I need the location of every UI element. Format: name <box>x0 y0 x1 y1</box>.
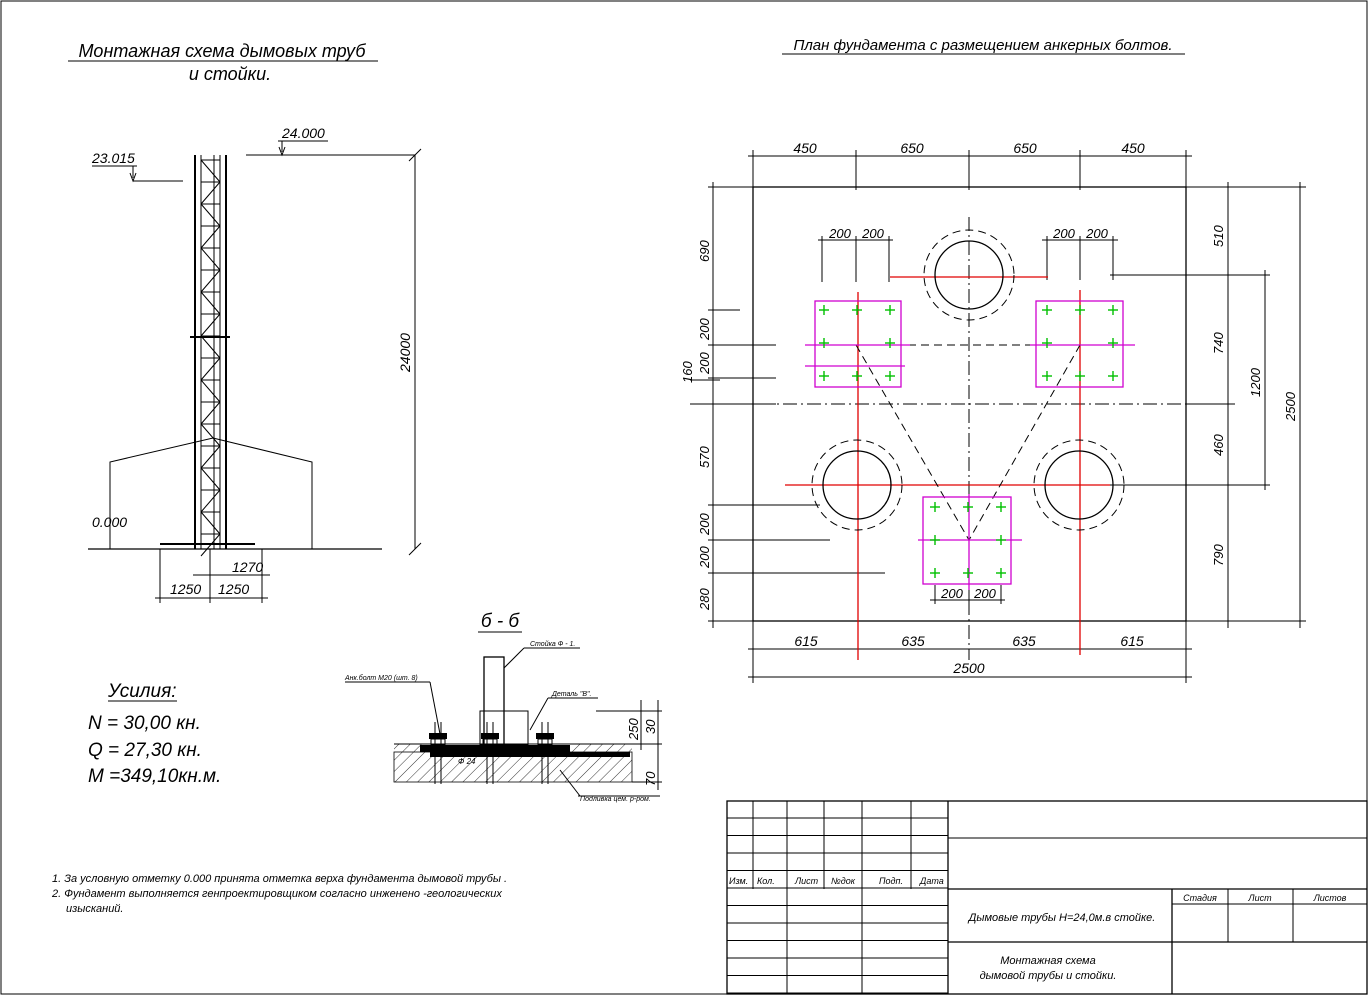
bottom-dim-3: 635 <box>1012 633 1036 649</box>
left-dim-200c: 200 <box>697 513 712 535</box>
tb-header-1: Кол. <box>757 876 775 886</box>
dim-1250-b: 1250 <box>218 581 250 597</box>
anchor-bolt-mark <box>885 371 895 381</box>
anchor-bolt-mark <box>885 305 895 315</box>
sub-dim-l1: 200 <box>829 226 851 241</box>
left-dim-200a: 200 <box>697 318 712 340</box>
left-title-line1: Монтажная схема дымовых труб <box>78 41 366 61</box>
sheet-border <box>1 1 1367 994</box>
anchor-bolt-mark <box>1075 305 1085 315</box>
left-dim-200b: 200 <box>697 352 712 374</box>
right-title: План фундамента с размещением анкерных болтов. <box>793 37 1173 54</box>
label-diameter: Ф 24 <box>458 757 476 766</box>
dim-250: 250 <box>626 718 641 740</box>
tb-stage-2: Листов <box>1313 893 1347 903</box>
top-dim-2: 650 <box>900 140 924 156</box>
dim-1270: 1270 <box>232 559 264 575</box>
force-m: M =349,10кн.м. <box>88 766 222 787</box>
left-dim-280: 280 <box>697 588 712 610</box>
label-detail: Деталь "В". <box>552 691 592 698</box>
left-dim-690: 690 <box>697 240 712 262</box>
dim-30: 30 <box>643 719 658 734</box>
bottom-dim-total: 2500 <box>953 660 985 676</box>
anchor-bolt-mark <box>1042 371 1052 381</box>
sub-dim-r2: 200 <box>1086 226 1108 241</box>
mark-0000: 0.000 <box>92 514 128 530</box>
anchor-bolt-mark <box>885 338 895 348</box>
anchor-bolt-mark <box>963 568 973 578</box>
top-dim-1: 450 <box>793 140 817 156</box>
sub-dim-l2: 200 <box>862 226 884 241</box>
right-dim-510: 510 <box>1211 225 1226 247</box>
sub-dim-b1: 200 <box>941 586 963 601</box>
anchor-bolt-mark <box>996 502 1006 512</box>
bottom-dim-2: 635 <box>901 633 925 649</box>
anchor-bolt-mark <box>996 568 1006 578</box>
right-dim-2500: 2500 <box>1283 392 1298 421</box>
note-2: 2. Фундамент выполняется генпроектировщиком согласно инженено -геологических <box>52 888 502 900</box>
anchor-bolt-mark <box>930 502 940 512</box>
top-dim-3: 650 <box>1013 140 1037 156</box>
label-grout: Подливка цем. р-ром. <box>580 796 651 803</box>
anchor-bolt-mark <box>1108 338 1118 348</box>
anchor-bolt-mark <box>819 338 829 348</box>
foundation-plan <box>680 140 1306 683</box>
bottom-dim-4: 615 <box>1120 633 1144 649</box>
anchor-bolt-mark <box>852 371 862 381</box>
section-view <box>344 611 662 803</box>
anchor-bolt-mark <box>819 371 829 381</box>
anchor-bolt-mark <box>1042 338 1052 348</box>
tb-stage-1: Лист <box>1248 893 1272 903</box>
sub-dim-r1: 200 <box>1053 226 1075 241</box>
anchor-bolt-mark <box>930 535 940 545</box>
tb-header-3: №док <box>831 876 855 886</box>
label-anchor: Анк.болт М20 (шт. 8) <box>345 675 418 682</box>
elevation-view <box>88 125 421 603</box>
note-2-cont: изысканий. <box>66 903 124 915</box>
sub-dim-b2: 200 <box>974 586 996 601</box>
right-dim-790: 790 <box>1211 544 1226 566</box>
force-q: Q = 27,30 кн. <box>88 740 202 761</box>
force-n: N = 30,00 кн. <box>88 713 201 734</box>
top-dim-4: 450 <box>1121 140 1145 156</box>
right-dim-740: 740 <box>1211 332 1226 354</box>
anchor-bolt-mark <box>1042 305 1052 315</box>
tb-header-2: Лист <box>795 876 819 886</box>
forces-title: Усилия: <box>108 681 177 702</box>
section-title: б - б <box>480 611 520 632</box>
anchor-bolt-mark <box>996 535 1006 545</box>
anchor-bolt-mark <box>852 305 862 315</box>
right-dim-1200: 1200 <box>1248 368 1263 397</box>
dim-70: 70 <box>643 771 658 786</box>
tb-stage-0: Стадия <box>1183 893 1217 903</box>
anchor-bolt-mark <box>1108 371 1118 381</box>
mark-24000: 24.000 <box>282 125 325 141</box>
anchor-bolt-mark <box>930 568 940 578</box>
tb-header-4: Подп. <box>879 876 903 886</box>
tb-project: Дымовые трубы H=24,0м.в стойке. <box>968 912 1156 924</box>
left-dim-570: 570 <box>697 446 712 468</box>
title-block <box>727 801 1367 994</box>
anchor-bolt-mark <box>963 502 973 512</box>
anchor-bolt-mark <box>1075 371 1085 381</box>
left-title-line2: и стойки. <box>188 64 272 84</box>
mark-23015: 23.015 <box>92 150 135 166</box>
anchor-bolt-mark <box>1108 305 1118 315</box>
anchor-bolt-mark <box>819 305 829 315</box>
right-dim-460: 460 <box>1211 434 1226 456</box>
bottom-dim-1: 615 <box>794 633 818 649</box>
label-post: Стойка Ф - 1. <box>530 641 576 648</box>
tb-header-5: Дата <box>920 876 944 886</box>
dim-24000: 24000 <box>397 333 413 372</box>
note-1: 1. За условную отметку 0.000 принята отметка верха фундамента дымовой трубы . <box>52 873 508 885</box>
tb-drawing-1: Монтажная схема <box>1000 955 1096 967</box>
tb-drawing-2: дымовой трубы и стойки. <box>979 970 1117 982</box>
left-dim-160: 160 <box>680 361 695 383</box>
tb-header-0: Изм. <box>729 876 749 886</box>
dim-1250-a: 1250 <box>170 581 202 597</box>
left-dim-200d: 200 <box>697 546 712 568</box>
